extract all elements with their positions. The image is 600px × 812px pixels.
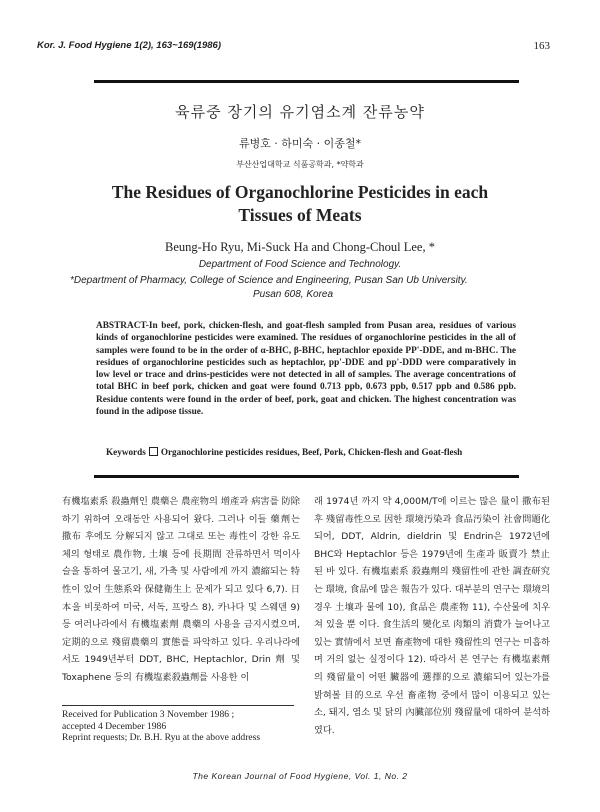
keywords [106,447,526,457]
korean-authors: 류병호 · 하미숙 · 이종철* [238,137,362,150]
english-title [0,181,600,227]
korean-title: 육류중 장기의 유기염소계 잔류농약 [175,103,425,121]
keywords-text: Organochlorine pesticides residues, Beef, Pork, Chicken-flesh and Goat-flesh [160,447,463,457]
keywords-label: Keywords [106,447,146,457]
top-rule [94,80,519,83]
korean-affiliation: 부산산업대학교 식품공학과, *약학과 [236,160,364,169]
department-pharmacy-line1: *Department of Pharmacy, College of Science and Engineering, Pusan San Ub University. [70,275,468,286]
checkbox-square-icon [149,447,158,456]
abstract-text: ABSTRACT-In beef, pork, chicken-flesh, and goat-flesh sampled from Pusan area, residues of various kinds of organochlorine pesticides were examined. The residues of organochlorine pesticides in the all of samples were found to be in the order of α-BHC, β-BHC, heptachlor epoxide PP'-DDE, and m-BHC. The residues of organochlorine pesticides such as heptachlor, pp'-DDE and pp'-DDD were comparatively in low level or trace and drins-pesticides were not detected in all of samples. The average concentrations of total BHC in beef pork, chicken and goat were found 0.713 ppb, 0.673 ppb, 0.517 ppb and 0.586 ppb. Residue contents were found in the order of beef, pork, goat and chicken. The highest concentration was found in the adipose tissue. [96,321,516,418]
department-pharmacy-line2: Pusan 608, Korea [252,289,334,300]
received-note [62,709,298,744]
body-left-text: 有機塩素系 殺蟲劑인 農藥은 農産物의 增產과 病害를 防除하기 위하여 오래동안 사용되어 왔다. 그러나 이들 藥劑는 撒布 후에도 分解되지 않고 그대로 또는 毒性이 강한 유도체의 형태로 農作物, 土壤 등에 長期間 잔류하면서 먹이사슬을 통하여 물고기, 새, 가축 및 사람에게 까지 濃縮되는 特性이 있어 生態系와 保健衛生上 문제가 되고 있다 6,7). 日本을 비롯하여 미국, 서독, 프랑스 8), 카나다 및 스웨덴 9) 등 여러나라에서 有機塩素劑 農藥의 사용을 금지시켰으며, 定期的으로 殘留農藥의 實態를 파악하고 있다. 우리나라에서도 1949년부터 DDT, BHC, Heptachlor, Drin 劑 및 Toxaphene 등의 有機塩素殺蟲劑를 사용한 이 [62,496,300,683]
received-line3: Reprint requests; Dr. B.H. Ryu at the above address [62,732,261,744]
received-line1: Received for Publication 3 November 1986 ; [62,709,235,720]
page-number: 163 [533,40,550,52]
department-food-science: Department of Food Science and Technology. [198,259,402,270]
body-right-column [314,493,550,739]
received-separator [62,705,294,706]
journal-footer: The Korean Journal of Food Hygiene, Vol. 1, No. 2 [192,771,408,781]
journal-citation: Kor. J. Food Hygiene 1(2), 163~169(1986) [37,40,222,51]
english-title-line2: Tissues of Meats [238,205,362,225]
received-line2: accepted 4 December 1986 [62,720,167,732]
middle-rule [94,475,519,478]
body-right-text: 래 1974년 까지 약 4,000M/T에 이르는 많은 量이 撒布된 후 殘留毒性으로 因한 環境汚染과 食品汚染이 社會問題化되어, DDT, Aldrin, dieldrin 및 Endrin은 1972년에 BHC와 Heptachlor 등은 1979년에 生產과 販賣가 禁止된 바 있다. 有機塩素系 殺蟲劑의 殘留性에 관한 調査研究는 環境, 食品에 많은 報告가 있다. 대부분의 연구는 環境의 경우 土壤과 물에 10), 食品은 農產物 11), 수산물에 치우쳐 있을 뿐 이다. 食生活의 變化로 肉類의 消費가 늘어나고 있는 實情에서 보면 畜產物에 대한 殘留性의 연구는 미흡하며 거의 없는 실정이다 12). 따라서 본 연구는 有機塩素劑의 殘留量이 어떤 臟器에 選擇的으로 濃縮되어 있는가를 밝혀볼 目的으로 우선 畜產物 중에서 많이 이용되고 있는 소, 돼지, 염소 및 닭의 內臟部位別 殘留量에 대하여 분석하였다. [314,496,550,736]
department-pharmacy [70,274,540,302]
english-authors: Beung-Ho Ryu, Mi-Suck Ha and Chong-Choul Lee, * [165,240,435,254]
english-title-line1: The Residues of Organochlorine Pesticides in each [111,182,489,202]
abstract [96,320,516,418]
body-left-column [62,493,300,687]
